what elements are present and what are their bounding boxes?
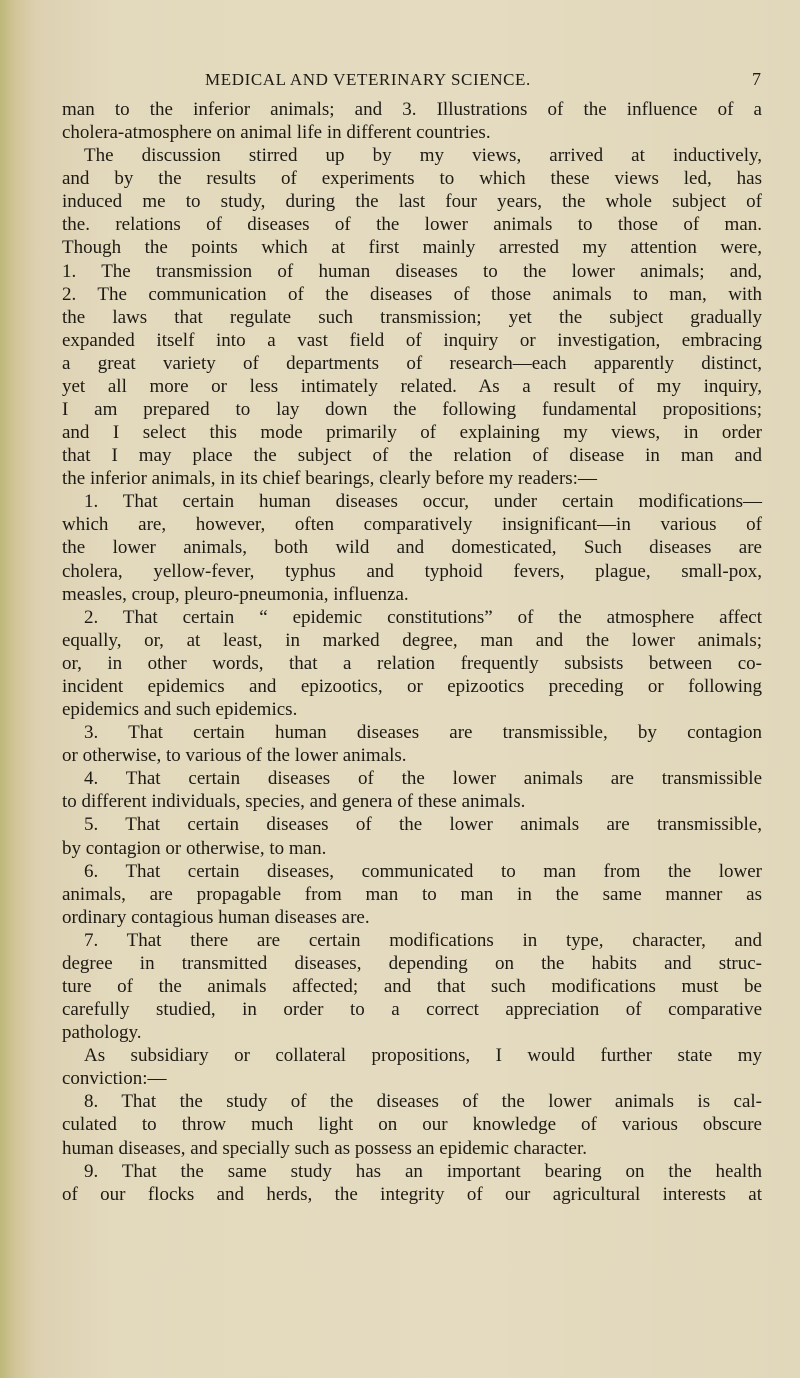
text-line: I am prepared to lay down the following fundamental propositions; <box>62 399 762 421</box>
text-line: and I select this mode primarily of explaining my views, in order <box>62 422 762 444</box>
text-line: The discussion stirred up by my views, arrived at inductively, <box>84 145 762 167</box>
text-line: a great variety of departments of research—each apparently distinct, <box>62 352 762 374</box>
text-line: 2. That certain “ epidemic constitutions” of the atmosphere affect <box>84 606 762 628</box>
text-line: 1. That certain human diseases occur, under certain modifications— <box>84 491 762 513</box>
text-line: 4. That certain diseases of the lower animals are transmissible <box>84 768 762 790</box>
text-line: which are, however, often comparatively insignificant—in various of <box>62 514 762 536</box>
text-line: 3. That certain human diseases are transmissible, by contagion <box>84 722 762 744</box>
text-line: the. relations of diseases of the lower animals to those of man. <box>62 214 762 236</box>
text-line: 6. That certain diseases, communicated to man from the lower <box>84 860 762 882</box>
body-text <box>62 98 762 1206</box>
text-line: cholera, yellow-fever, typhus and typhoid fevers, plague, small-pox, <box>62 560 762 582</box>
text-line: Though the points which at first mainly arrested my attention were, <box>62 237 762 259</box>
text-line: expanded itself into a vast field of inquiry or investigation, embracing <box>62 329 762 351</box>
text-line: yet all more or less intimately related. As a result of my inquiry, <box>62 375 762 397</box>
text-line: 5. That certain diseases of the lower animals are transmissible, <box>84 814 762 836</box>
text-line: or otherwise, to various of the lower animals. <box>62 745 407 767</box>
text-line: incident epidemics and epizootics, or epizootics preceding or following <box>62 675 762 697</box>
text-line: the lower animals, both wild and domesticated, Such diseases are <box>62 537 762 559</box>
text-line: 2. The communication of the diseases of those animals to man, with <box>62 283 762 305</box>
text-line: of our flocks and herds, the integrity of our agricultural interests at <box>62 1183 762 1205</box>
running-head <box>0 70 800 94</box>
text-line: As subsidiary or collateral propositions, I would further state my <box>84 1045 762 1067</box>
text-line: conviction:— <box>62 1068 167 1090</box>
text-line: ordinary contagious human diseases are. <box>62 906 370 928</box>
text-line: measles, croup, pleuro-pneumonia, influenza. <box>62 583 409 605</box>
text-line: by contagion or otherwise, to man. <box>62 837 327 859</box>
text-line: that I may place the subject of the relation of disease in man and <box>62 445 762 467</box>
page-edge-stain <box>0 0 34 1378</box>
text-line: induced me to study, during the last four years, the whole subject of <box>62 191 762 213</box>
page-number: 7 <box>752 69 761 89</box>
text-line: 9. That the same study has an important bearing on the health <box>84 1160 762 1182</box>
text-line: or, in other words, that a relation frequently subsists between co- <box>62 652 762 674</box>
text-line: 7. That there are certain modifications in type, character, and <box>84 929 762 951</box>
text-line: epidemics and such epidemics. <box>62 699 298 721</box>
text-line: culated to throw much light on our knowledge of various obscure <box>62 1114 762 1136</box>
running-head-title: MEDICAL AND VETERINARY SCIENCE. <box>205 70 531 89</box>
text-line: ture of the animals affected; and that such modifications must be <box>62 975 762 997</box>
text-line: pathology. <box>62 1022 142 1044</box>
text-line: animals, are propagable from man to man in the same manner as <box>62 883 762 905</box>
text-line: the inferior animals, in its chief bearings, clearly before my readers:— <box>62 468 597 490</box>
text-line: the laws that regulate such transmission; yet the subject gradually <box>62 306 762 328</box>
text-line: equally, or, at least, in marked degree, man and the lower animals; <box>62 629 762 651</box>
text-line: 8. That the study of the diseases of the lower animals is cal- <box>84 1091 762 1113</box>
text-line: degree in transmitted diseases, depending on the habits and struc- <box>62 952 762 974</box>
text-line: human diseases, and specially such as possess an epidemic character. <box>62 1137 587 1159</box>
text-line: 1. The transmission of human diseases to the lower animals; and, <box>62 260 762 282</box>
text-line: cholera-atmosphere on animal life in different countries. <box>62 122 491 144</box>
text-line: and by the results of experiments to which these views led, has <box>62 168 762 190</box>
text-line: carefully studied, in order to a correct appreciation of comparative <box>62 999 762 1021</box>
text-line: to different individuals, species, and genera of these animals. <box>62 791 526 813</box>
text-line: man to the inferior animals; and 3. Illustrations of the influence of a <box>62 99 762 120</box>
